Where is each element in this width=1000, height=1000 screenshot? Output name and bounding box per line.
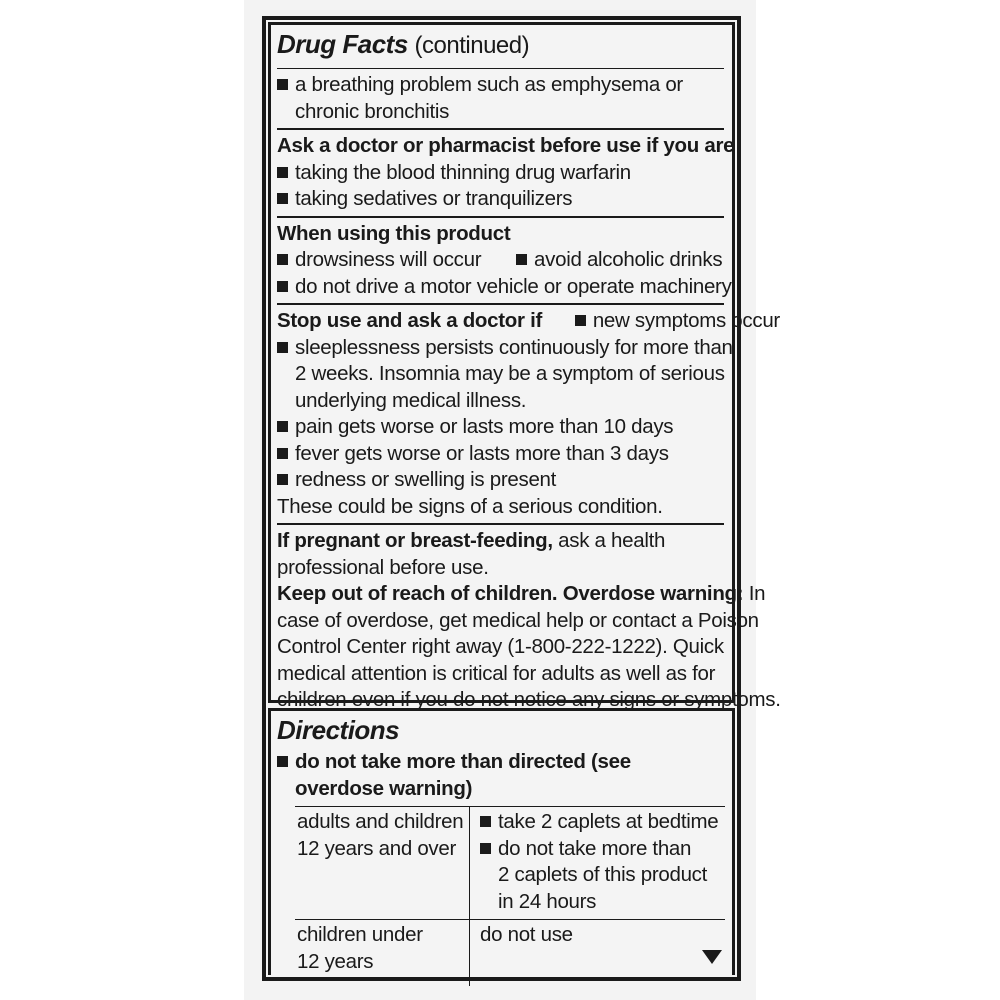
list-item-text: take 2 caplets at bedtime bbox=[498, 810, 719, 833]
dosage-cell bbox=[470, 807, 726, 920]
square-bullet-icon bbox=[516, 254, 527, 265]
overdose-warning-text: In bbox=[748, 582, 766, 605]
square-bullet-icon bbox=[277, 79, 288, 90]
square-bullet-icon bbox=[480, 816, 491, 827]
drug-facts-title-text: Drug Facts bbox=[277, 29, 408, 59]
square-bullet-icon bbox=[277, 448, 288, 459]
list-item bbox=[277, 335, 733, 362]
square-bullet-icon bbox=[277, 254, 288, 265]
directions-warning-text: do not take more than directed (see bbox=[295, 750, 631, 773]
square-bullet-icon bbox=[277, 193, 288, 204]
square-bullet-icon bbox=[480, 843, 491, 854]
directions-warning bbox=[277, 749, 724, 776]
list-item-text: sleeplessness persists continuously for more than bbox=[295, 335, 733, 359]
stop-use-heading-row bbox=[277, 308, 780, 335]
dosage-text: do not use bbox=[480, 923, 573, 946]
list-item bbox=[277, 274, 732, 301]
list-item bbox=[277, 186, 724, 213]
pregnant-warning-text: ask a health bbox=[558, 529, 666, 552]
square-bullet-icon bbox=[277, 167, 288, 178]
list-item-text: redness or swelling is present bbox=[295, 468, 557, 491]
overdose-warning-bold: Keep out of reach of children. Overdose warning: bbox=[277, 582, 744, 605]
list-item-text: drowsiness will occur bbox=[295, 248, 482, 271]
square-bullet-icon bbox=[277, 756, 288, 767]
ask-doctor-heading: Ask a doctor or pharmacist before use if you are bbox=[277, 134, 735, 157]
list-item-text: new symptoms occur bbox=[592, 309, 780, 332]
overdose-warning bbox=[277, 581, 766, 608]
drug-facts-continued-label: (continued) bbox=[414, 32, 530, 59]
list-item-text: do not drive a motor vehicle or operate machinery bbox=[295, 274, 732, 298]
divider bbox=[277, 303, 724, 305]
list-item-continuation: underlying medical illness. bbox=[295, 388, 527, 412]
dosage-cell bbox=[470, 920, 726, 987]
list-item-continuation: in 24 hours bbox=[498, 889, 597, 913]
list-item-continuation: chronic bronchitis bbox=[295, 99, 450, 123]
age-group-text: 12 years and over bbox=[297, 836, 457, 860]
list-item-continuation: 2 weeks. Insomnia may be a symptom of serious bbox=[295, 362, 725, 385]
list-item-text: avoid alcoholic drinks bbox=[534, 248, 723, 271]
list-item bbox=[277, 72, 724, 99]
list-item-text: taking the blood thinning drug warfarin bbox=[295, 160, 631, 184]
directions-warning-continuation: overdose warning) bbox=[295, 776, 473, 800]
age-group-cell bbox=[295, 807, 470, 920]
age-group-text: adults and children bbox=[297, 810, 464, 833]
stop-use-footer: These could be signs of a serious condition. bbox=[277, 494, 663, 518]
list-item bbox=[480, 836, 721, 863]
pregnant-warning-bold: If pregnant or breast-feeding, bbox=[277, 529, 553, 552]
list-item-text: a breathing problem such as emphysema or bbox=[295, 73, 683, 96]
down-triangle-icon bbox=[702, 950, 722, 964]
dosage-table bbox=[295, 806, 725, 986]
overdose-warning-line: Control Center right away (1-800-222-1222). Quick bbox=[277, 635, 724, 658]
overdose-warning-line: case of overdose, get medical help or contact a Poison bbox=[277, 608, 759, 632]
list-item bbox=[277, 160, 724, 187]
square-bullet-icon bbox=[277, 474, 288, 485]
table-row bbox=[295, 920, 725, 987]
overdose-warning-line: children even if you do not notice any signs or symptoms. bbox=[277, 688, 781, 711]
list-item bbox=[277, 441, 724, 468]
drug-facts-title bbox=[277, 25, 724, 65]
table-row bbox=[295, 807, 725, 920]
square-bullet-icon bbox=[277, 281, 288, 292]
overdose-warning-line: medical attention is critical for adults as well as for bbox=[277, 661, 716, 685]
pregnant-warning bbox=[277, 528, 724, 555]
directions-title: Directions bbox=[277, 715, 400, 745]
list-item bbox=[277, 467, 724, 494]
age-group-cell bbox=[295, 920, 470, 987]
square-bullet-icon bbox=[277, 421, 288, 432]
pregnant-warning-continuation: professional before use. bbox=[277, 555, 489, 579]
list-item-text: pain gets worse or lasts more than 10 days bbox=[295, 415, 674, 438]
age-group-text: children under bbox=[297, 923, 423, 946]
divider bbox=[277, 216, 724, 218]
list-item-text: taking sedatives or tranquilizers bbox=[295, 187, 573, 210]
list-item-continuation: 2 caplets of this product bbox=[498, 863, 708, 886]
square-bullet-icon bbox=[575, 315, 586, 326]
divider bbox=[277, 128, 724, 130]
divider bbox=[277, 523, 724, 525]
square-bullet-icon bbox=[277, 342, 288, 353]
list-item-text: fever gets worse or lasts more than 3 days bbox=[295, 441, 669, 465]
list-item bbox=[277, 247, 724, 274]
list-item bbox=[480, 809, 721, 836]
list-item-text: do not take more than bbox=[498, 836, 692, 860]
when-using-heading: When using this product bbox=[277, 221, 511, 245]
divider bbox=[277, 68, 724, 69]
stop-use-heading: Stop use and ask a doctor if bbox=[277, 309, 542, 332]
directions-section bbox=[268, 708, 735, 975]
list-item bbox=[277, 414, 724, 441]
age-group-text: 12 years bbox=[297, 949, 374, 973]
drug-facts-section bbox=[268, 22, 781, 711]
